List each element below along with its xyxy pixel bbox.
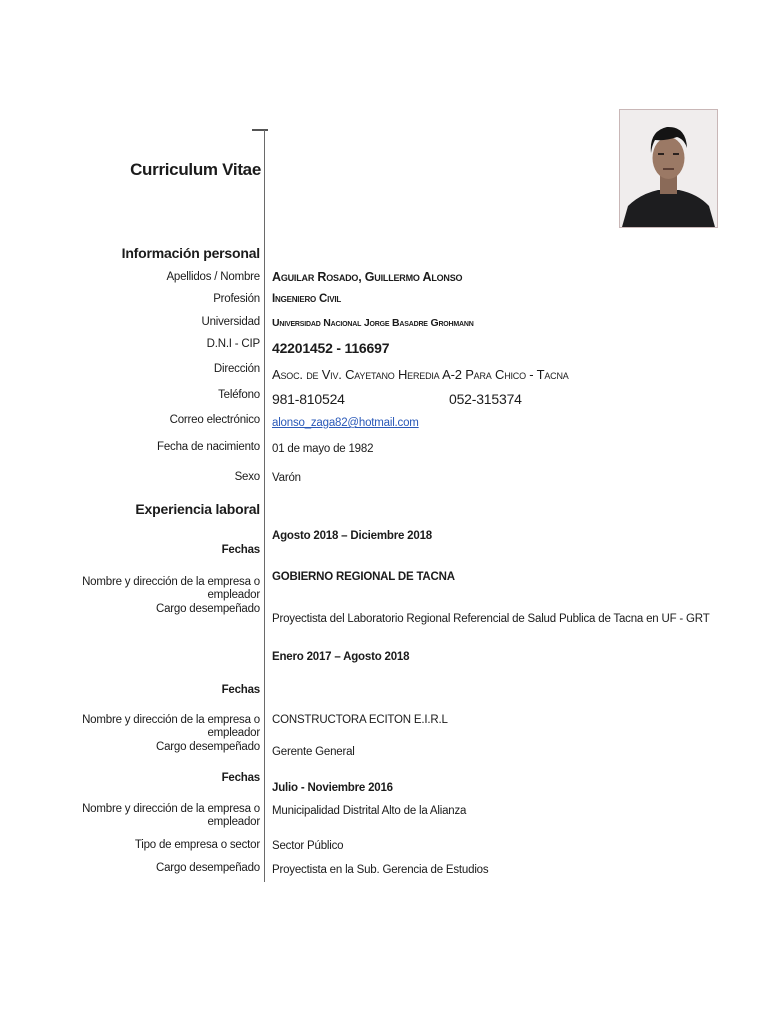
entry1-dates-label: Fechas (221, 544, 260, 556)
label-name: Apellidos / Nombre (166, 271, 260, 283)
entry3-type: Sector Público (272, 840, 344, 852)
value-sex: Varón (272, 472, 301, 484)
label-sex: Sexo (234, 471, 260, 483)
entry3-employer-label: Nombre y dirección de la empresa o empleador (82, 803, 260, 828)
label-email: Correo electrónico (169, 414, 260, 426)
entry3-position-label: Cargo desempeñado (155, 862, 260, 874)
label-university: Universidad (201, 316, 260, 328)
vertical-divider (264, 130, 265, 882)
entry3-dates-label: Fechas (221, 772, 260, 784)
entry3-type-label: Tipo de empresa o sector (134, 839, 260, 851)
entry1-position: Proyectista del Laboratorio Regional Referencial de Salud Publica de Tacna en UF - GRT (272, 613, 710, 625)
value-phone: 981-810524 (272, 391, 345, 407)
label-birthdate: Fecha de nacimiento (157, 441, 260, 453)
divider-tick (252, 129, 268, 131)
value-birthdate: 01 de mayo de 1982 (272, 443, 374, 455)
entry3-employer: Municipalidad Distrital Alto de la Alianza (272, 805, 467, 817)
value-dni-cip: 42201452 - 116697 (272, 340, 390, 356)
label-profession: Profesión (213, 293, 260, 305)
entry3-dates: Julio - Noviembre 2016 (272, 782, 393, 794)
entry1-dates: Agosto 2018 – Diciembre 2018 (272, 530, 432, 542)
entry2-dates: Enero 2017 – Agosto 2018 (272, 651, 410, 663)
entry1-position-label: Cargo desempeñado (155, 603, 260, 615)
entry2-employer-label: Nombre y dirección de la empresa o empleador (82, 714, 260, 739)
entry2-position: Gerente General (272, 746, 355, 758)
value-email-link[interactable]: alonso_zaga82@hotmail.com (272, 417, 419, 429)
entry2-position-label: Cargo desempeñado (155, 741, 260, 753)
label-phone: Teléfono (218, 389, 260, 401)
section-heading-personal: Información personal (121, 245, 260, 261)
entry2-dates-label: Fechas (221, 684, 260, 696)
value-address: Asoc. de Viv. Cayetano Heredia A-2 Para Chico - Tacna (272, 367, 569, 382)
value-profession: Ingeniero Civil (272, 293, 342, 305)
value-university: Universidad Nacional Jorge Basadre Grohmann (272, 317, 474, 329)
label-dni-cip: D.N.I - CIP (206, 338, 260, 350)
profile-photo (619, 109, 718, 228)
entry1-employer: GOBIERNO REGIONAL DE TACNA (272, 571, 455, 583)
value-name: Aguilar Rosado, Guillermo Alonso (272, 270, 463, 284)
entry3-position: Proyectista en la Sub. Gerencia de Estudios (272, 864, 489, 876)
page-title: Curriculum Vitae (130, 160, 261, 179)
entry1-employer-label: Nombre y dirección de la empresa o empleador (82, 576, 260, 601)
value-phone-2: 052-315374 (449, 391, 522, 407)
entry2-employer: CONSTRUCTORA ECITON E.I.R.L (272, 714, 448, 726)
section-heading-experience: Experiencia laboral (135, 501, 260, 517)
label-address: Dirección (213, 363, 260, 375)
